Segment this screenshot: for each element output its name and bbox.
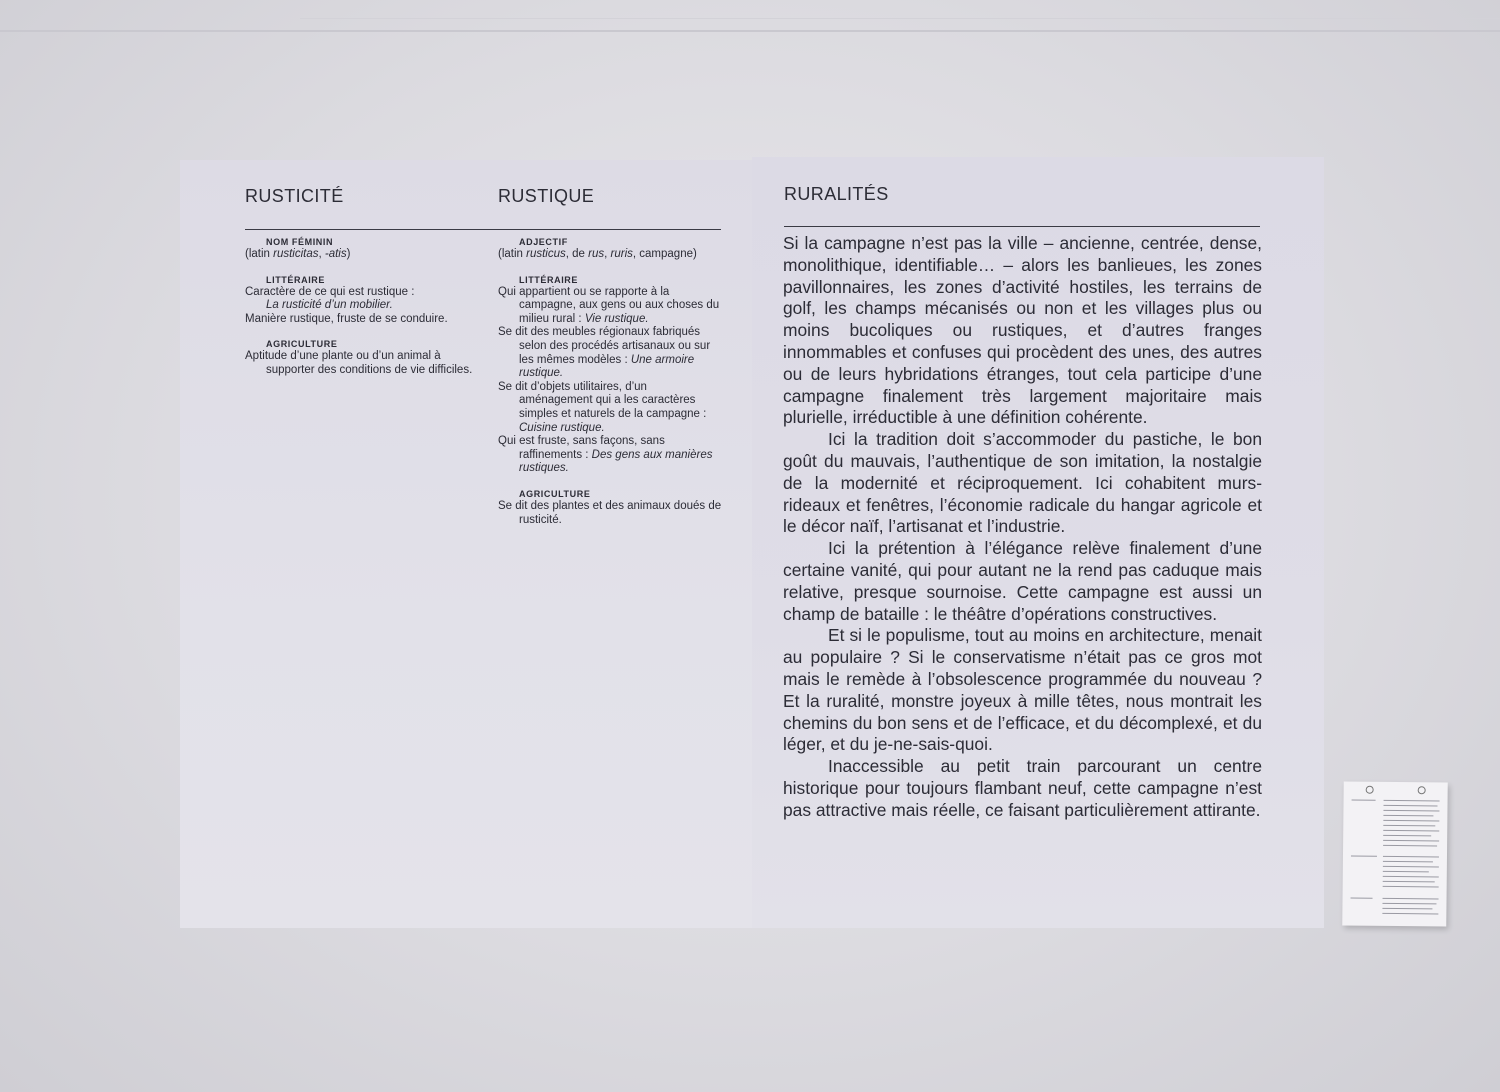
definition-rusticite <box>245 236 480 378</box>
label-nom-feminin: NOM FÉMININ <box>266 237 334 247</box>
label-adjectif: ADJECTIF <box>519 237 568 247</box>
heading-rusticite: RUSTICITÉ <box>245 186 344 206</box>
heading-rustique: RUSTIQUE <box>498 186 595 206</box>
essay-paragraph: Ici la tradition doit s’accommoder du pastiche, le bon goût du mauvais, l’authentique de son imitation, la nostalgie de la modernité et réciproquement. Ici cohabitent murs-rideaux et fenêtres, l’économie radicale du hangar agricole et le décor naïf, l’artisanat et l’industrie. <box>783 429 1262 537</box>
label-litteraire: LITTÉRAIRE <box>266 274 325 285</box>
definition-text: Qui appartient ou se rapporte à la campagne, aux gens ou aux choses du milieu rural : Vie rustique. <box>498 285 720 325</box>
label-agriculture: AGRICULTURE <box>266 339 338 350</box>
definition-rustique <box>498 236 723 527</box>
definition-text: Se dit des plantes et des animaux doués de rusticité. <box>498 499 722 526</box>
definition-text: Caractère de ce qui est rustique : <box>245 285 415 298</box>
ceiling-edge <box>300 18 1500 19</box>
essay-paragraph: Si la campagne n’est pas la ville – ancienne, centrée, dense, monolithique, identifiable… – alors les banlieues, les zones pavillonnaires, les zones d’activité hostiles, les terrains de golf, les champs mécanisés ou non et les villages plus ou moins bucoliques ou rustiques, et d’autres franges innommables et confuses qui procèdent des unes, des autres ou de leurs hybridations étranges, tout cela participe d’une campagne finalement très largement majoritaire mais plurielle, irréductible à une définition cohérente. <box>783 233 1262 428</box>
label-agriculture: AGRICULTURE <box>519 488 591 499</box>
essay-ruralites <box>783 233 1262 822</box>
essay-paragraph: Et si le populisme, tout au moins en architecture, menait au populaire ? Si le conservatisme n’était pas ce gros mot mais le remède à l’obsolescence programmée du nouveau ? Et la ruralité, monstre joyeux à mille têtes, nous montrait les chemins du bon sens et de l’efficace, et du décomplexé, et du léger, et du je-ne-sais-quoi. <box>783 625 1262 755</box>
essay-paragraph: Inaccessible au petit train parcourant un centre historique pour toujours flambant neuf, cette campagne n’est pas attractive mais réelle, ce faisant particulièrement attirante. <box>783 756 1262 820</box>
definition-text: Aptitude d’une plante ou d’un animal à supporter des conditions de vie difficiles. <box>245 350 473 376</box>
rule-right <box>784 226 1260 227</box>
etymology-rustique: (latin rusticus, de rus, ruris, campagne) <box>498 248 697 260</box>
essay-paragraph: Ici la prétention à l’élégance relève finalement d’une certaine vanité, qui pour autant ne la rend pas caduque mais relative, presque sournoise. Cette campagne est aussi un champ de bataille : le théâtre d’opérations constructives. <box>783 538 1262 624</box>
label-litteraire: LITTÉRAIRE <box>519 274 578 285</box>
definition-text: Manière rustique, fruste de se conduire. <box>245 312 448 325</box>
example-text: La rusticité d’un mobilier. <box>266 299 393 312</box>
ceiling-molding <box>0 30 1500 32</box>
definition-text: Se dit d’objets utilitaires, d’un aménagement qui a les caractères simples et naturels de la campagne : Cuisine rustique. <box>498 380 707 434</box>
wall-booklet <box>1342 781 1448 926</box>
binder-ring <box>1418 786 1426 794</box>
heading-ruralites: RURALITÉS <box>784 184 889 204</box>
definition-text: Qui est fruste, sans façons, sans raffinements : Des gens aux manières rustiques. <box>498 435 713 475</box>
binder-ring <box>1366 786 1374 794</box>
rule-left <box>245 229 721 230</box>
definition-text: Se dit des meubles régionaux fabriqués selon des procédés artisanaux ou sur les mêmes modèles : Une armoire rustique. <box>498 326 711 380</box>
etymology-rusticite: (latin rusticitas, -atis) <box>245 248 351 260</box>
